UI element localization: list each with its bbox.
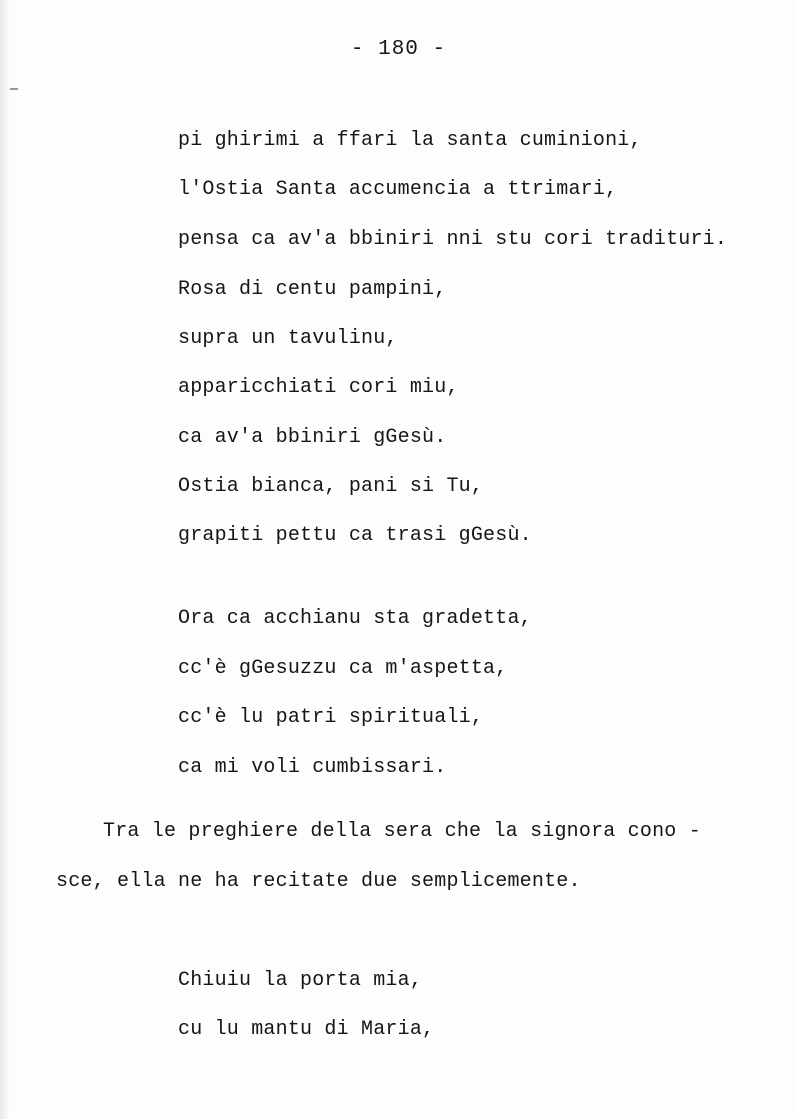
verse-line: apparicchiati cori miu, <box>178 376 459 399</box>
verse-line: cc'è gGesuzzu ca m'aspetta, <box>178 657 508 680</box>
verse-line: cu lu mantu di Maria, <box>178 1018 435 1041</box>
verse-line: pi ghirimi a ffari la santa cuminioni, <box>178 129 642 152</box>
verse-line: Rosa di centu pampini, <box>178 278 447 301</box>
verse-line: supra un tavulinu, <box>178 327 398 350</box>
verse-line: ca mi voli cumbissari. <box>178 756 447 779</box>
page-number: - 180 - <box>350 38 447 61</box>
prose-line: sce, ella ne ha recitate due semplicemente. <box>56 870 581 893</box>
verse-line: ca av'a bbiniri gGesù. <box>178 426 447 449</box>
verse-line: Ora ca acchianu sta gradetta, <box>178 607 532 630</box>
scan-edge <box>0 0 10 1119</box>
verse-line: grapiti pettu ca trasi gGesù. <box>178 524 532 547</box>
prose-line: Tra le preghiere della sera che la signora cono - <box>103 820 701 843</box>
verse-line: pensa ca av'a bbiniri nni stu cori tradituri. <box>178 228 728 251</box>
verse-line: Chiuiu la porta mia, <box>178 969 423 992</box>
verse-line: cc'è lu patri spirituali, <box>178 706 484 729</box>
verse-line: Ostia bianca, pani si Tu, <box>178 475 484 498</box>
verse-line: l'Ostia Santa accumencia a ttrimari, <box>178 178 618 201</box>
scan-mark <box>10 88 18 90</box>
